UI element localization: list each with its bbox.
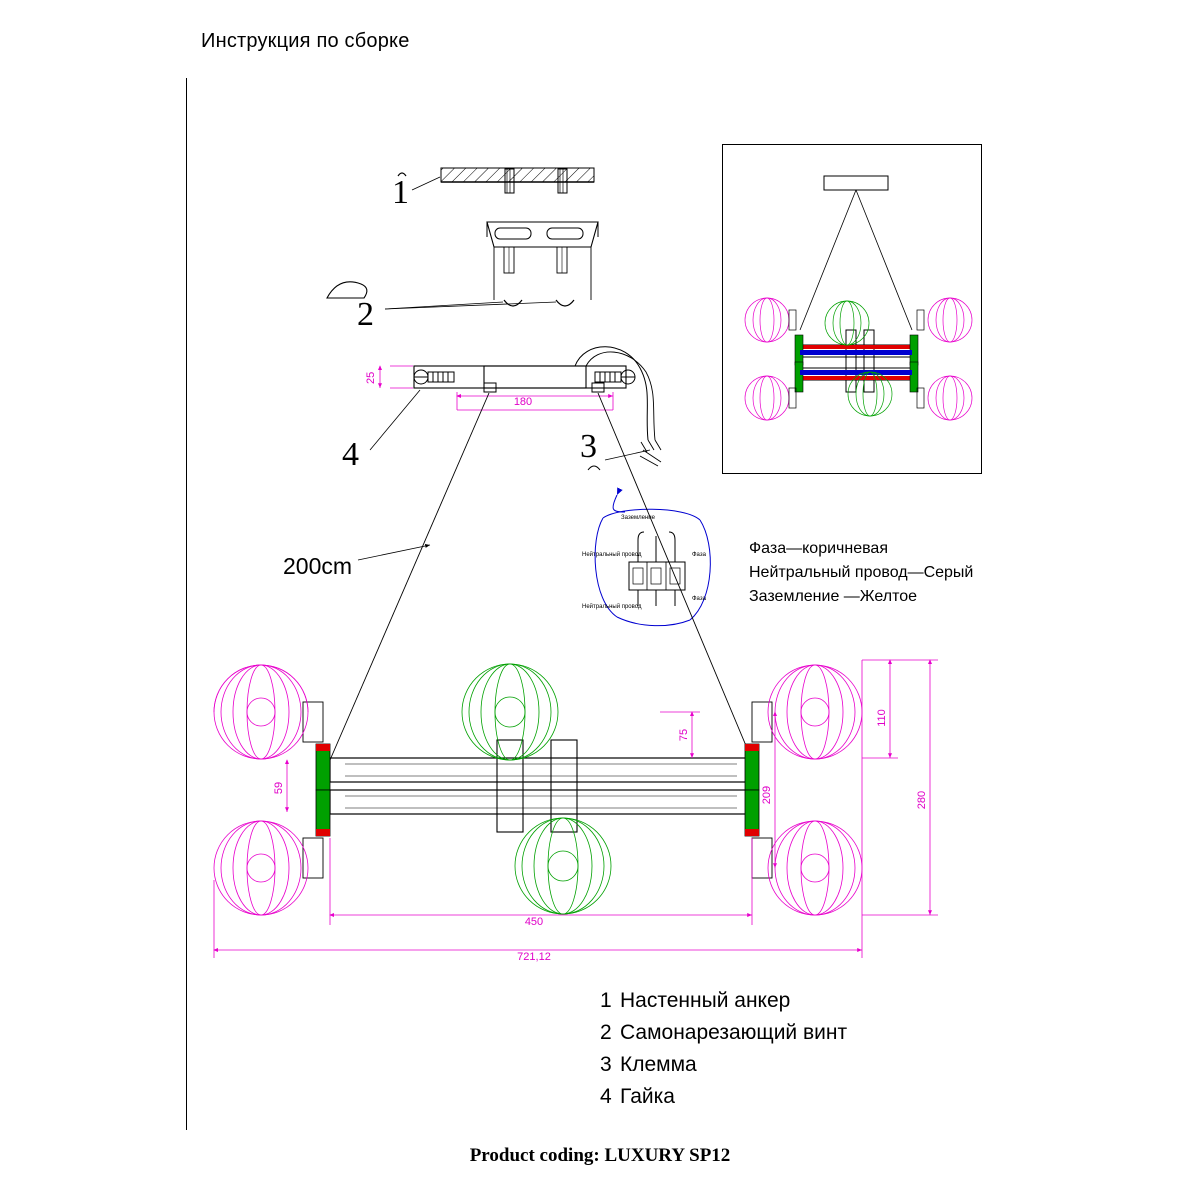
part-label: Самонарезающий винт: [620, 1021, 848, 1044]
dim-inner-height: 209: [761, 785, 773, 805]
fixture-front-view: [214, 660, 938, 963]
terminal-label-phase-top: Фаза: [692, 552, 706, 558]
callout-4: 4: [342, 436, 359, 473]
dim-total-width: 721,12: [517, 951, 551, 963]
page-title: Инструкция по сборке: [201, 30, 410, 52]
part-number: 4: [600, 1085, 612, 1108]
terminal-block-group: [580, 428, 710, 626]
mounting-plate-group: [327, 222, 598, 333]
dim-drop-length: 200cm: [283, 553, 353, 579]
product-coding: Product coding: LUXURY SP12: [469, 1145, 731, 1166]
dim-bracket-width: 180: [513, 396, 533, 408]
dim-globe-offset-top: 110: [876, 709, 888, 727]
callout-3: 3: [580, 428, 597, 465]
part-number: 1: [600, 989, 612, 1012]
dim-left-gap: 59: [273, 781, 285, 795]
wiring-line-neutral: Нейтральный провод—Серый: [749, 564, 974, 581]
ceiling-group: [392, 168, 594, 211]
dim-arm-span: 450: [524, 916, 544, 928]
part-label: Настенный анкер: [620, 989, 791, 1012]
callout-1: 1: [392, 174, 409, 211]
wiring-line-ground: Заземление —Желтое: [749, 588, 918, 605]
part-label: Гайка: [620, 1085, 675, 1108]
terminal-label-ground: Заземление: [621, 515, 655, 521]
dim-bracket-height: 25: [365, 371, 377, 384]
callout-2: 2: [357, 296, 374, 333]
terminal-label-neutral-bottom: Нейтральный провод: [582, 604, 642, 610]
part-label: Клемма: [620, 1053, 697, 1076]
part-number: 2: [600, 1021, 612, 1044]
inset-perspective-view: [745, 176, 972, 420]
dim-total-height: 280: [916, 790, 928, 810]
ceiling-bar-group: [342, 347, 661, 473]
wiring-line-phase: Фаза—коричневая: [749, 540, 888, 557]
part-number: 3: [600, 1053, 612, 1076]
terminal-label-neutral-top: Нейтральный провод: [582, 552, 642, 558]
terminal-label-phase-bottom: Фаза: [692, 596, 706, 602]
dim-center-gap: 75: [678, 728, 690, 742]
